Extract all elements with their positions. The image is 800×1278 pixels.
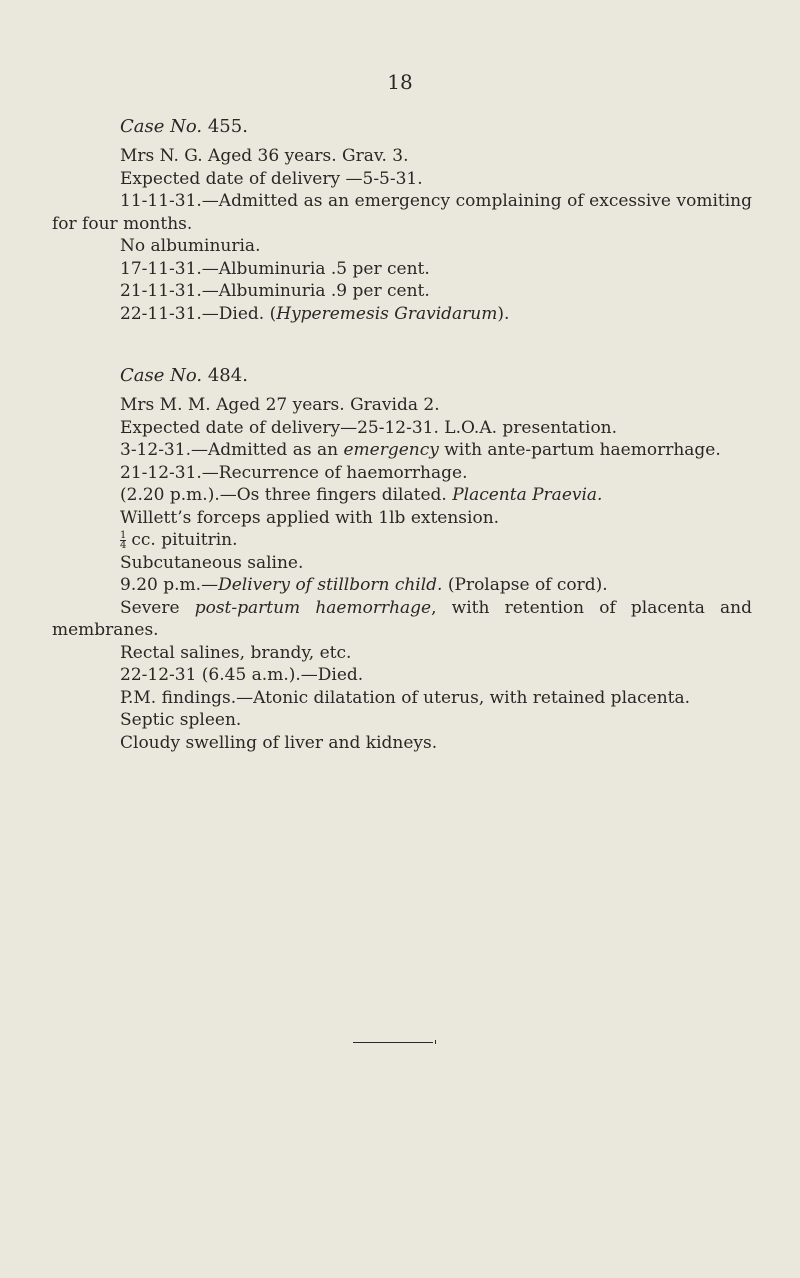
case-title-number: 455. — [202, 116, 248, 137]
patient-line: Mrs N. G. Aged 36 years. Grav. 3. — [120, 146, 409, 166]
expected-date-line: Expected date of delivery —5-5-31. — [120, 168, 423, 189]
haemorrhage-text-end: , with retention of placenta and membranes. — [52, 597, 752, 640]
patient-line: Mrs M. M. Aged 27 years. Gravida 2. — [120, 395, 440, 415]
admission-paragraph — [52, 439, 752, 462]
pm-findings-paragraph: P.M. findings.—Atonic dilatation of uterus, with retained placenta. — [120, 687, 691, 708]
note-line: No albuminuria. — [120, 236, 261, 256]
page-number: 18 — [387, 70, 413, 94]
outcome-text-end: ). — [497, 303, 510, 324]
case-455 — [52, 114, 752, 325]
admission-text-end: with ante-partum haemorrhage. — [438, 440, 721, 460]
diagnosis-text: Hyperemesis Gravidarum — [276, 303, 498, 324]
note-line — [52, 484, 752, 507]
case-title — [120, 114, 752, 139]
note-text: (2.20 p.m.).—Os three fingers dilated. — [120, 485, 453, 505]
dose-line — [52, 529, 752, 552]
divider-rule — [353, 1042, 433, 1043]
case-title-prefix: Case No. — [120, 116, 203, 137]
outcome-line: 22-12-31 (6.45 a.m.).—Died. — [120, 665, 364, 685]
fraction-denominator: 4 — [120, 540, 127, 551]
haemorrhage-text: Severe — [120, 597, 195, 618]
delivery-note: (Prolapse of cord). — [442, 575, 608, 595]
admission-text: 3-12-31.—Admitted as an — [120, 440, 344, 460]
note-line: Cloudy swelling of liver and kidneys. — [120, 732, 438, 753]
outcome-line — [52, 303, 752, 326]
haemorrhage-term: post-partum haemorrhage — [194, 597, 432, 618]
fraction — [120, 531, 126, 550]
note-line: 21-11-31.—Albuminuria .9 per cent. — [120, 281, 430, 301]
haemorrhage-paragraph — [52, 597, 752, 642]
delivery-time: 9.20 p.m.— — [120, 575, 219, 595]
admission-paragraph: 11-11-31.—Admitted as an emergency complaining of excessive vomiting for four months. — [52, 191, 752, 234]
note-line: Rectal salines, brandy, etc. — [120, 642, 352, 663]
case-title-number: 484. — [202, 365, 248, 386]
delivery-text: Delivery of stillborn child. — [218, 575, 443, 595]
delivery-line — [52, 574, 752, 597]
note-line: 17-11-31.—Albuminuria .5 per cent. — [120, 258, 430, 279]
note-line: Subcutaneous saline. — [120, 552, 304, 573]
fraction-numerator: 1 — [120, 530, 127, 541]
emergency-text: emergency — [343, 440, 439, 460]
case-484 — [52, 363, 752, 754]
outcome-text: 22-11-31.—Died. ( — [120, 303, 277, 324]
note-line: Septic spleen. — [120, 710, 242, 730]
diagnosis-text: Placenta Praevia. — [452, 485, 603, 505]
note-line: 21-12-31.—Recurrence of haemorrhage. — [120, 462, 468, 483]
note-line: Willett’s forceps applied with 1lb extension. — [120, 507, 500, 528]
expected-date-line: Expected date of delivery—25-12-31. L.O.A. presentation. — [120, 417, 618, 438]
case-title — [120, 363, 752, 388]
dose-text: cc. pituitrin. — [131, 530, 238, 550]
case-title-prefix: Case No. — [120, 365, 203, 386]
